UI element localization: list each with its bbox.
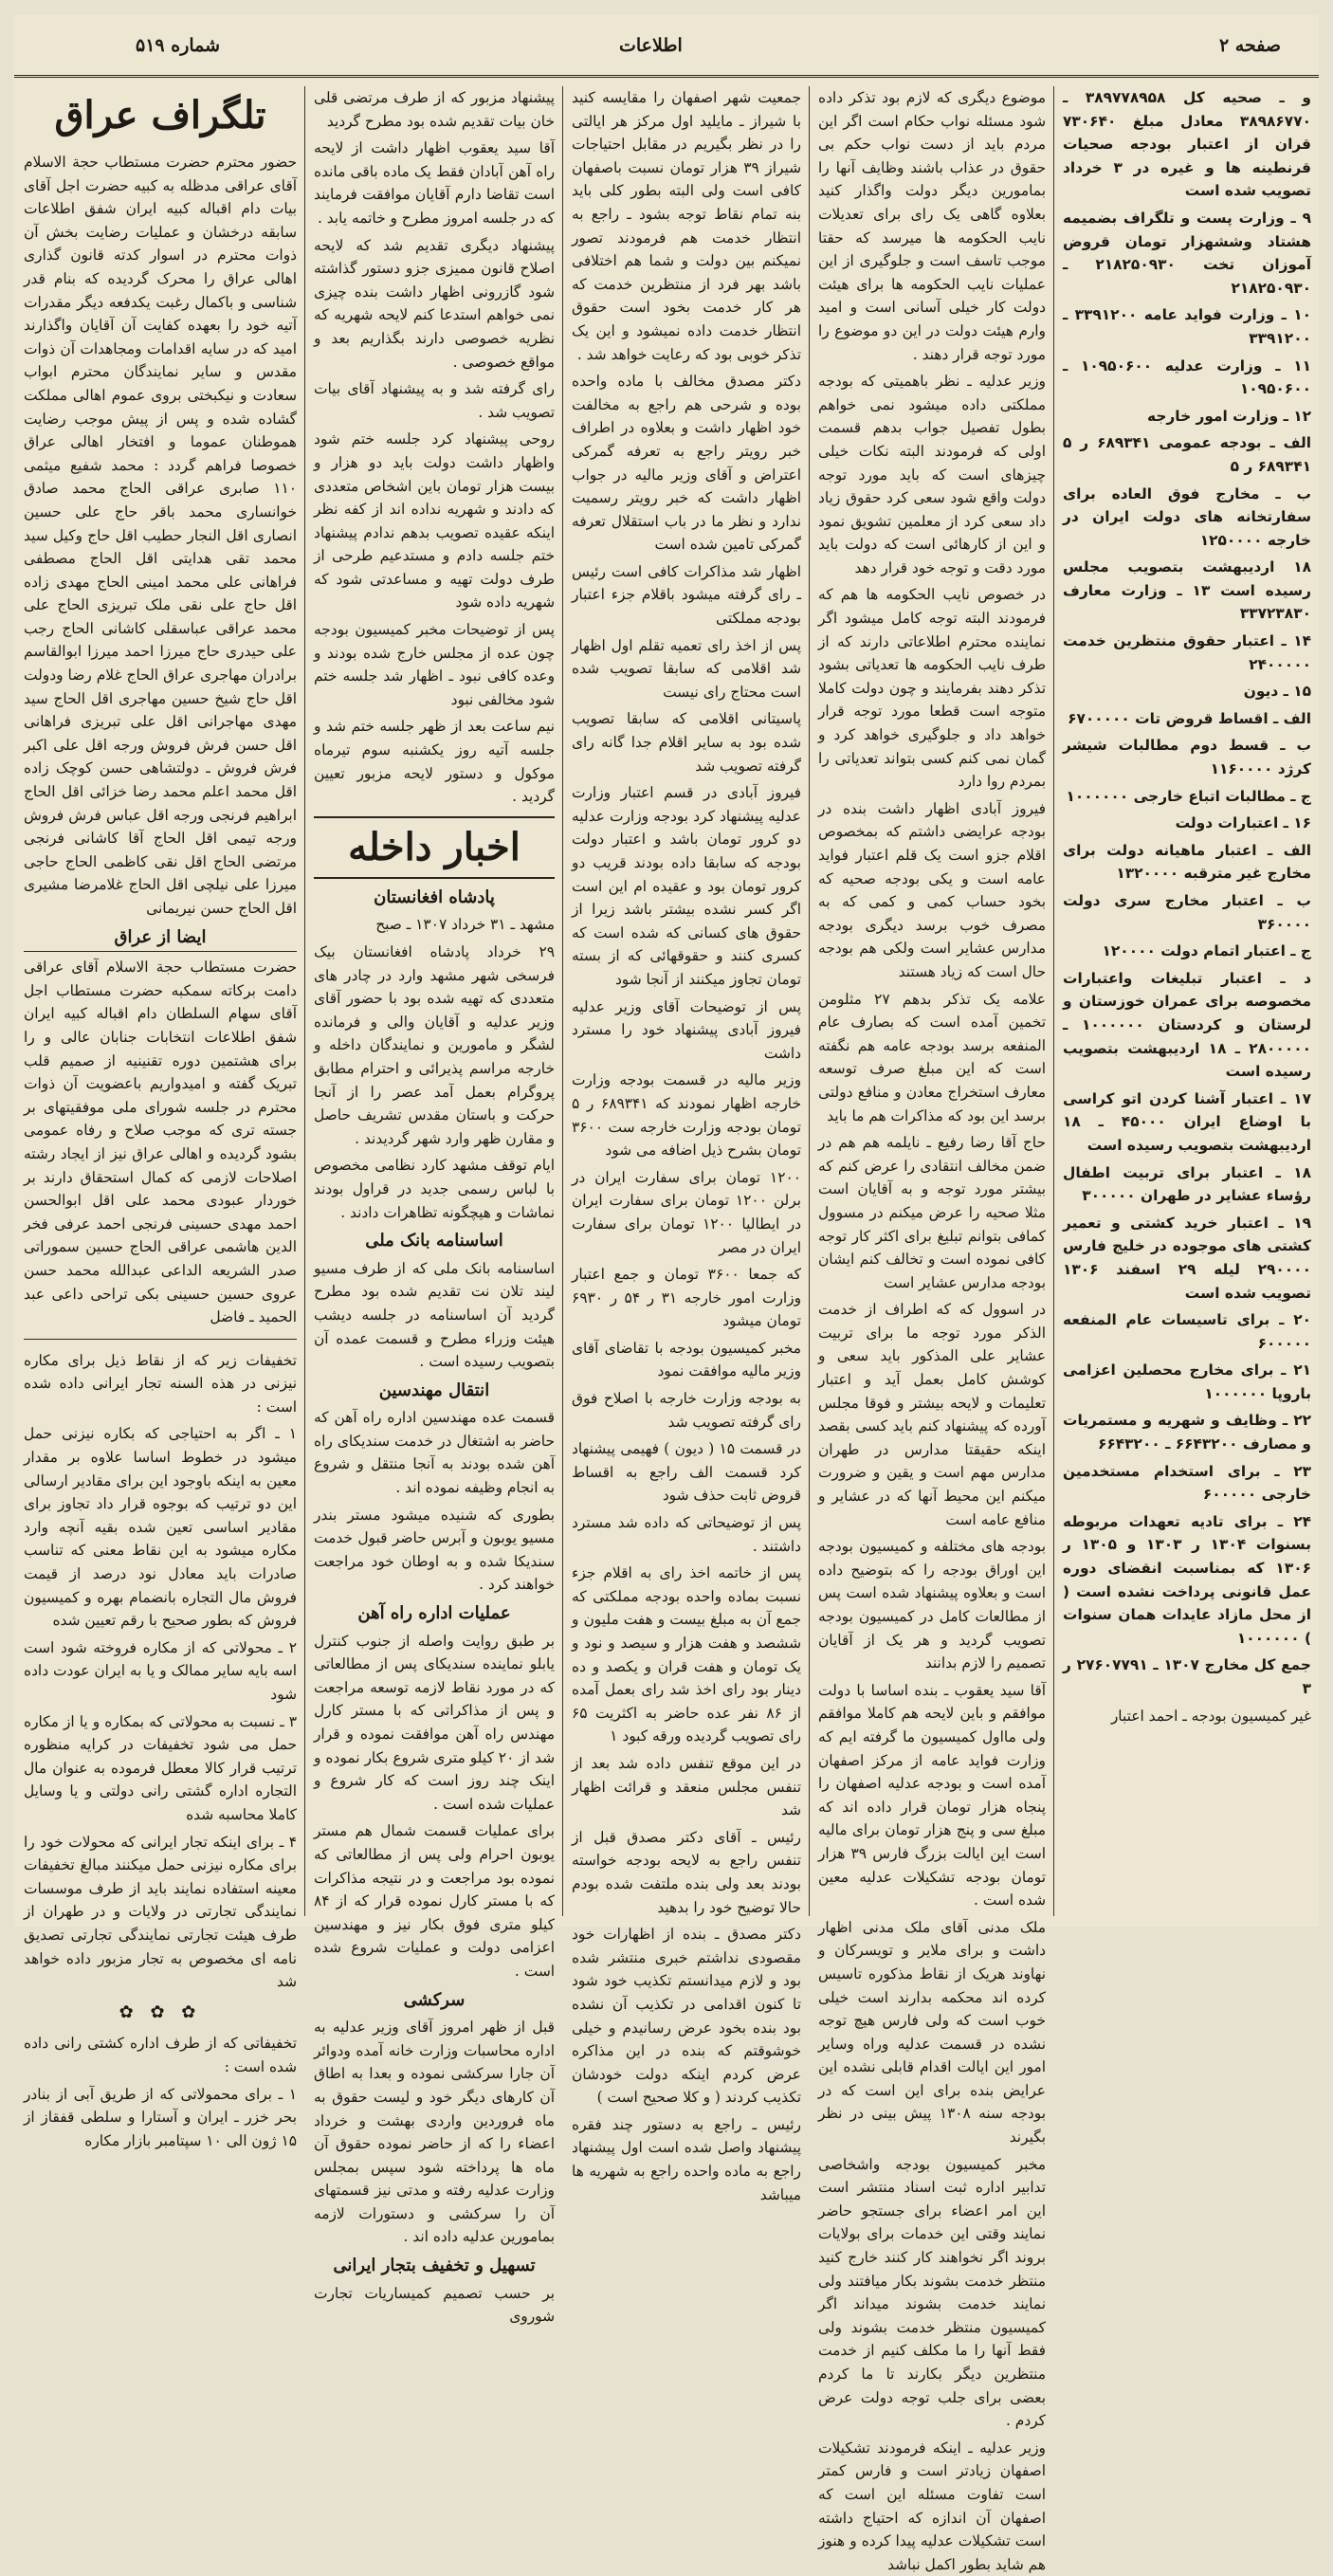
- col3-para: پس از توضیحاتی که داده شد مسترد داشتند .: [572, 1514, 801, 1555]
- national-bank-heading: اساسنامه بانک ملی: [365, 1231, 503, 1251]
- col4-inspection-para: قبل از ظهر امروز آقای وزیر عدلیه به اداره محاسبات وزارت خانه آمده ودوائر آن جارا سرکشی نموده و بعدا به اطاق آن کارهای دیگر خود و لیست حقوق به ماه فروردین واردی بهشت و خرداد اعضاء را که از حاضر نموده حقوق آن ماه ها پرداخته شود سپس بمجلس وزارت عدلیه رفته و مدتی نیز قسمتهای آن را سرکشی و دستورات لازمه بمامورین عدلیه داده اند .: [314, 2019, 555, 2246]
- flower-ornament-icon: ✿ ✿ ✿: [119, 2001, 202, 2022]
- col3-para: وزیر مالیه در قسمت بودجه وزارت خارجه اظهار نمودند که ۶۸۹۳۴۱ ر ۵ تومان بودجه وزارت خارجه ست ۳۶۰۰ تومان بشرح ذیل اضافه می شود: [572, 1071, 802, 1160]
- col4-para: روحی پیشنهاد کرد جلسه ختم شود واظهار داشت دولت باید دو هزار و بیست هزار تومان باین اشخاص متعددی که دادند و شهریه نداده اند از کفه نظر اینکه عقیده تصویب بدهم ندادم پیشنهاد ختم جلسه دادم و مستدعیم طرحی از طرف دولت تهیه و مساعدتی شود که شهریه داده شود: [314, 430, 555, 612]
- page-label: صفحه ۲: [1218, 35, 1281, 56]
- col4-para: آقا سید یعقوب اظهار داشت از لایحه راه آهن آبادان فقط یک ماده باقی مانده است تقاضا دارم آقایان موافقت فرمایند که در جلسه امروز مطرح و خاتمه یابد .: [314, 139, 555, 227]
- railway-heading: عملیات اداره راه آهن: [357, 1603, 511, 1624]
- col4-afghan-para: ایام توقف مشهد کارد نظامی مخصوص با لباس رسمی جدید در قراول بودند نماشات و هیچگونه تظاهرات دادند .: [314, 1157, 555, 1221]
- col1-para: ۲۲ ـ وظایف و شهریه و مستمریات و مصارف ۶۶۴۳۲۰۰ ـ ۶۶۴۳۲۰۰: [1063, 1412, 1311, 1453]
- col4-para: پس از توضیحات مخبر کمیسیون بودجه چون عده از مجلس خارج شده بودند و وعده کافی نبود ـ اظهار شد جلسه ختم شود مخالفی نبود: [314, 621, 555, 708]
- column-debate-1: [818, 86, 1046, 2573]
- column-rule: [1053, 86, 1054, 1916]
- col1-para: د ـ اعتبار تبلیغات واعتبارات مخصوصه برای عمران خوزستان و لرستان و کردستان ۱۰۰۰۰۰۰ ـ ۲۸۰۰۰۰۰ ـ ۱۸ اردیبهشت بتصویب رسیده است: [1063, 969, 1312, 1081]
- col4-para: پیشنهاد مزبور که از طرف مرتضی قلی خان بیات تقدیم شده بود مطرح گردید: [314, 89, 555, 130]
- col4-afghan-para: ۲۹ خرداد پادشاه افغانستان بیک فرسخی شهر مشهد وارد در چادر های متعددی که تهیه شده بود با حضور آقای وزیر عدلیه و آقایان والی و فرمانده لشگر و مامورین و نمایندگان داخله و خارجه مراسم پذیرائی و احترام مطابق پروگرام بعمل آمد عصر را از آنجا حرکت و باستان مقدس تشریف حاصل و مقارن ظهر وارد شهر گردیدند .: [314, 943, 555, 1147]
- col3-para: اظهار شد مذاکرات کافی است رئیس ـ رای گرفته میشود باقلام جزء اعتبار بودجه مملکتی: [572, 562, 801, 628]
- paper-name: اطلاعات: [619, 35, 683, 56]
- col3-para: در قسمت ۱۵ ( دیون ) فهیمی پیشنهاد کرد قسمت الف راجع به اقساط قروض ثابت حذف شود: [572, 1440, 802, 1505]
- col1-para: ۱۶ ـ اعتبارات دولت: [1175, 814, 1311, 832]
- col3-para: جمعیت شهر اصفهان را مقایسه کنید با شیراز ـ مایلید اول مرکز هر ایالتی را در نظر بگیریم در مقابل احتیاجات شیراز ۳۹ هزار تومان نسبت باصفهان کافی است ولی البته بطور کلی باید بنه تمام نقاط توجه بشود ـ راجع به انتظار خدمت هم فرمودند تصور نمیکنم بین دولت و شما هم اختلافی باشد بهر فرد از منتظرین خدمت که هر کار خدمت بخود است حقوق انتظار خدمت داده نمیشود و این یک تذکر خوبی بود که رعایت خواهد شد .: [572, 89, 801, 363]
- col5-para2: حضرت مستطاب حجة الاسلام آقای عراقی دامت برکاته سمکبه حضرت مستطاب اجل آقای سهام السلطان دام اقباله کبیه ایران شفق اطلاعات انتخابات جنابان عالی و را برای هشتمین دوره تقنینیه از صمیم قلب تبریک گفته و امیدواریم باعضویت آن ذوات محترم در جلسه شورای ملی موفقیتهای بر جسته تری که موجب صلاح و رفاه عمومی بشود گردیده و اهالی عراق نیز از ایجاد رشته اصلاحات لازمی که کمال استحقاق دارند بر خوردار عبودی محمد علی اقل ابوالحسن احمد مهدی حسینی فرنجی احمد عرفی فخر الدین هاشمی عراقی الحاج حسین سموراتی صدر الشریعه الداعی عبدالله محمد حسن عروی حسین حسینی بکی تراحی داعی عبد الحمید ـ فاضل: [24, 959, 297, 1326]
- col3-para: در این موقع تنفس داده شد بعد از تنفس مجلس منعقد و قرائت اظهار شد: [572, 1754, 801, 1819]
- col4-eng-para: بطوری که شنیده میشود مستر بندر مسیو یوبون و آبرس حاضر قبول خدمت سندیکا شده و به اوطان خود مراجعت خواهند کرد .: [314, 1506, 555, 1594]
- col3-para: پس از اخذ رای تعمیه تقلم اول اظهار شد اقلامی که سابقا تصویب شده است محتاج رای نیست: [572, 636, 801, 701]
- col1-para: ۱۱ ـ وزارت عدلیه ۱۰۹۵۰۶۰۰ ـ ۱۰۹۵۰۶۰۰: [1063, 356, 1311, 398]
- col4-merchants-para: بر حسب تصمیم کمیساریات تجارت شوروی: [314, 2284, 555, 2326]
- col2-para: در خصوص نایب الحکومه ها هم که فرمودند البته توجه کامل میشود اگر نماینده محترم اطلاعاتی دارند که از طرف نایب الحکومه ها تعدیاتی بشود تذکر دهند بفرمایند و چون دولت کاملا متوجه است قطعا مورد توجه قرار خواهد داد و جلوگیری خواهد کرد و گمان نمی کنم کسی بتواند تعدیاتی را بمردم روا دارد: [818, 586, 1046, 791]
- col1-para: ۹ ـ وزارت پست و تلگراف بضمیمه هشتاد وششهزار تومان قروض آموزان تخت ۲۱۸۲۵۰۹۳۰ ـ ۲۱۸۲۵۰۹۳۰: [1063, 209, 1311, 297]
- col3-para: فیروز آبادی در قسم اعتبار وزارت عدلیه پیشنهاد کرد بودجه وزارت عدلیه دو کرور تومان باشد و اعتبار دولت بودجه که سابقا داده بودند قریب دو کرور تومان بود و عقیده ام این است اگر کسر نشده بیشتر باشد زیرا از حقوق های کسانی که شده است که کسری کنند و حقوقهائی که از بسته تومان تجاوز میکنند از آنجا شود: [572, 784, 801, 988]
- col1-para: ۱۷ ـ اعتبار آشنا کردن اتو کراسی با اوضاع ایران ۴۵۰۰۰ ـ ۱۸ اردیبهشت بتصویب رسیده است: [1063, 1089, 1311, 1154]
- issue-number: شماره ۵۱۹: [136, 35, 221, 56]
- newspaper-page: [14, 14, 1319, 2573]
- col1-para: ۲۱ ـ برای مخارج محصلین اعزامی باروپا ۱۰۰۰۰۰۰: [1063, 1361, 1311, 1402]
- col1-para: ج ـ مطالبات اتباع خارجی ۱۰۰۰۰۰۰: [1066, 787, 1311, 805]
- merchants-heading: تسهیل و تخفیف بتجار ایرانی: [333, 2256, 536, 2276]
- col5-para3: ۱ ـ اگر به احتیاجی که بکاره نیزنی حمل میشود در خطوط اساسا علاوه بر مقدار معین به اینکه باوجود این برای مقادیر ارسالی این دو ترتیب که بوجوه قرار داد تجاوز برای مقادیر اساسی تعین شده بقیه آنچه وارد مکاره میشود به این نقاط معنی که تناسب صادرات باید معادل نود درصد از قیمت فروش مال التجاره بانضمام بهره و کمیسیون فروش که بطور صحیح با رقم تعیین شده: [24, 1425, 297, 1630]
- col2-para: موضوع دیگری که لازم بود تذکر داده شود مسئله نواب حکام است اگر این مردم باید از دست نواب حکم بی حقوق در عذاب باشند وظایف آنها را بمامورین دیگر دولت واگذار کنید بعلاوه گاهی یک رای برای تعدیلات نایب الحکومه ها میرسد که حقتا موجب تاسف است و جلوگیری از این عملیات نایب الحکومه ها برای هیئت دولت کار خیلی آسانی است و امید وارم هیئت دولت در این دو موضوع را مورد توجه قرار دهند .: [818, 89, 1046, 363]
- col1-para: ۱۸ اردیبهشت بتصویب مجلس رسیده است ۱۳ ـ وزارت معارف ۳۳۷۲۳۸۳۰: [1063, 558, 1311, 623]
- col1-para: ۱۰ ـ وزارت فواید عامه ۳۳۹۱۲۰۰ ـ ۳۳۹۱۲۰۰: [1063, 306, 1311, 347]
- col3-para: پس از توضیحات آقای وزیر عدلیه فیروز آبادی پیشنهاد خود را مسترد داشت: [572, 997, 801, 1062]
- col2-para: وزیر عدلیه ـ نظر باهمیتی که بودجه مملکتی داده میشود نمی خواهم بطول تفصیل جواب بدهم قسمت اولی که فرمودند البته نکات خیلی چیزهای است که باید مورد توجه دولت واقع شود سعی کرد حقوق زیاد داد سعی کرد از معلمین تشویق نمود و این از کارهائی است که دولت باید مورد دقت و توجه خود قرار دهد: [818, 373, 1046, 576]
- col4-bank-para: اساسنامه بانک ملی که از طرف مسیو لیند تلان نت تقدیم شده بود مطرح گردید آن اساسنامه در جلسه دیشب هیئت وزراء مطرح و قسمت عمده آن بتصویب رسیده است .: [314, 1259, 555, 1371]
- col2-para: ملک مدنی آقای ملک مدنی اظهار داشت و برای ملایر و تویسرکان و نهاوند هریک از نقاط مذکوره تاسیس کرده اند محکمه بدارند است خیلی خوب است که ولی فارس هیچ توجه نشده در قسمت عدلیه وراه وسایر امور این ایالت اقدام قابلی نشده این عرایض بنده برای این است که در بودجه سنه ۱۳۰۸ پیش بینی در نظر بگیرند: [818, 1918, 1046, 2147]
- col3-para: دکتر مصدق ـ بنده از اظهارات خود مقصودی نداشتم خبری منتشر شده بود و لازم میدانستم تکذیب خود شود تا کنون اقدامی در تکذیب آن نشده بود بنده بخود عرض رسانیدم و خیلی خوشوقتم که بنده در این مذاکره عرض کردم اینکه دولت خودشان تکذیب کردند ( و کلا صحیح است ): [572, 1926, 801, 2107]
- col1-para: ۱۹ ـ اعتبار خرید کشتی و تعمیر کشتی های موجوده در خلیج فارس ۲۹۰۰۰۰ لیله ۲۹ اسفند ۱۳۰۶ تصویب شده است: [1063, 1214, 1311, 1302]
- col1-para: ۲۰ ـ برای تاسیسات عام المنفعه ۶۰۰۰۰۰: [1063, 1311, 1311, 1352]
- column-budget-items: [1063, 86, 1311, 1916]
- col3-para: ۱۲۰۰ تومان برای سفارت ایران در برلن ۱۲۰۰ تومان برای سفارت ایران در ایطالیا ۱۲۰۰ تومان برای سفارت ایران در مصر: [572, 1168, 801, 1256]
- col3-para: رئیس ـ راجع به دستور چند فقره پیشنهاد واصل شده است اول پیشنهاد راجع به ماده واحده راجع به شهریه ها میباشد: [572, 2115, 801, 2203]
- col2-para: حاج آقا رضا رفیع ـ نایلمه هم هم در ضمن مخالف انتقادی را عرض کنم که بیشتر مورد توجه و به آقایان است مثلا صحیه را عرض میکنم در مسوول کمافی بتوانم تبلیغ برای اکثر کار توجه کافی نموده است و تخالف کنم ایشان بودجه مدارس عشایر است: [818, 1134, 1046, 1291]
- col3-para: رئیس ـ آقای دکتر مصدق قبل از تنفس راجع به لایحه بودجه خواسته بودند بعد ولی بنده ملتفت شده بودم حالا توضیح خود را بدهید: [572, 1828, 801, 1916]
- col3-para: پس از خاتمه اخذ رای به اقلام جزء نسبت بماده واحده بودجه مملکتی که جمع آن به مبلغ بیست و هفت ملیون و ششصد و هفت هزار و سیصد و نود و یک تومان و هفت قران و یکصد و ده دینار بود رای اخذ شد رای بعمل آمده از ۸۶ نفر عده حاضر به اکثریت ۶۵ رای تصویب گردیده ورقه کبود ۱: [572, 1564, 801, 1745]
- col1-para: ۲۴ ـ برای تادیه تعهدات مربوطه بسنوات ۱۳۰۴ ر ۱۳۰۳ و ۱۳۰۵ ر ۱۳۰۶ که بمناسبت انقضای دوره عمل قانونی پرداخت نشده است ( از محل مازاد عایدات همان سنوات ) ۱۰۰۰۰۰۰: [1063, 1512, 1311, 1647]
- col2-para: علامه یک تذکر بدهم ۲۷ مثلومن تخمین آمده است که بصارف عام المنفعه برسد بودجه عامه هم نگفته است که این مبلغ صرف توسعه معارف استخراج معادن و منافع دولتی برسد این بود که مذاکرات هم ما باید: [818, 990, 1046, 1124]
- column-iraq-telegram: [24, 86, 297, 2149]
- col1-para: ج ـ اعتبار اتمام دولت ۱۲۰۰۰۰: [1102, 942, 1311, 960]
- col4-para: رای گرفته شد و به پیشنهاد آقای بیات تصویب شد .: [314, 380, 555, 421]
- col2-para: بودجه های مختلفه و کمیسیون بودجه این اوراق بودجه را که بتوضیح داده است و بعلاوه پیشنهاد شده است پس از مطالعات کامل در کمیسیون بودجه تصویب گردید و هر یک از آقایان تصمیم را لازم بدانند: [818, 1538, 1046, 1672]
- col4-rail-para: برای عملیات قسمت شمال هم مستر یوبون احرام ولی پس از مطالعاتی که نموده بود مراجعت و در نتیجه مذاکرات که با مستر کارل نموده قرار که از ۸۴ کیلو متری فوق بکار نیز و مهندسین اعزامی دولت و عملیات شروع شده است .: [314, 1822, 555, 1980]
- afghan-king-heading: پادشاه افغانستان: [374, 886, 495, 907]
- column-domestic-news: [314, 86, 556, 2326]
- col5-para3: ۲ ـ محولاتی که از مکاره فروخته شود است اسه بایه سایر ممالک و یا به ایران عودت داده شود: [24, 1638, 297, 1703]
- col5-para: حضور محترم حضرت مستطاب حجة الاسلام آقای عراقی مدظله به کبیه حضرت اجل آقای بیات دام اقباله کبیه ایران شفق اطلاعات سابقه درخشان و عملیات رضایت بخش آن ذوات محترم در اسوار کدته قانون گذاری اهالی عراق را محرک گردیده که بنام قدر شناسی و باکمال رغبت یکدفعه دیگر مقدرات آتیه خود را بعهده کفایت آن آقایان واگذارند امید که در سایه اقدامات ومجاهدات آن ذوات مقدس و سایر نمایندگان محترم ابواب سعادت و نیکبختی بروی عموم اهالی مملکت گشاده شده و پس از پیش موجب رضایت هموطنان عموما و افتخار اهالی عراق خصوصا فراهم گردد : محمد شفیع میثمی ۱۱۰ صابری عراقی الحاج محمد صادق خوانساری محمد باقر حاج علی حسین انصاری اقل النجار حطیب اقل حاج وکیل سید محمد تقی هدایتی اقل الحاج مصطفی فراهانی علی محمد امینی الحاج مهدی زاده اقل حاج علی نقی ملک تبریزی الحاج علی محمد عراقی عباسقلی کاشانی الحاج رجب علی حیدری حاج میرزا احمد میرزا ابوالقاسم برادران مهاجری عراق الحاج غلام رضا ودولت اقل حاج شیخ حسین مهاجری اقل الحاج سید مهدی مهاجرانی اقل علی تبریزی فراهانی اقل حسن فرش فروش ورجه اقل علی اکبر فرش فروش ـ دولتشاهی حسن کوچک زاده اقل محمد اعلم محمد رضا خزائی اقل الحاج ابراهیم فرنجی ورجه اقل عباس فرش فروش ورجه تیمی اقل الحاج آقا کاشانی فرنجی مرتضی الحاج اقل نقی کاظمی الحاج حاجی میرزا علی نیلچی اقل الحاج غلامرضا مشیری اقل الحاج حسن نیریمانی: [24, 154, 297, 917]
- col3-para: که جمعا ۳۶۰۰ تومان و جمع اعتبار وزارت امور خارجه ۳۱ ر ۵۴ ر ۶۹۳۰ تومان میشود: [572, 1266, 802, 1330]
- col3-para: به بودجه وزارت خارجه با اصلاح فوق رای گرفته تصویب شد: [572, 1390, 801, 1431]
- col5-para3: ۳ ـ نسبت به محولاتی که بمکاره و یا از مکاره حمل می شود تخفیفات در کرایه منظوره ترتیب قرار کالا معطل فرموده به عنوان مال التجاره اداره گشتی رانی دولتی و یا وسایل کاملا محاسبه شده: [24, 1712, 297, 1823]
- col4-afghan-para: مشهد ـ ۳۱ خرداد ۱۳۰۷ ـ صبح: [375, 916, 555, 934]
- col2-para: آقا سید یعقوب ـ بنده اساسا با دولت موافقم و باین لایحه هم کاملا موافقم ولی مااول کمیسیون ما گرفته ایم که وزارت فواید عامه از مرکز اصفهان آمده است و بودجه عدلیه اصفهان را پنجاه هزار تومان قرار داده اند که مبلغ سی و پنج هزار تومان برای مالیه است این ایالت بزرگ فارس ۳۹ هزار تومان بودجه تشکیلات عدلیه معین شده است .: [818, 1681, 1046, 1909]
- col2-para: مخبر کمیسیون بودجه واشخاصی تدابیر اداره ثبت اسناد منتشر است این امر اعضاء برای جستجو حاضر نمایند وقتی این خدمات برای بولایات بروند اگر نخواهند کار کنند خارج کنید منتظر خدمت بشوند بکار میافتند ولی نمایند خدمت بشوند میداند اگر کمیسیون منتظر خدمت بشوند ولی فقط آنها را ما مکلف کنیم از خدمت منتظرین دیگر بکارند تا ما کردم بعضی برای جلب توجه دولت عرض کردم .: [818, 2155, 1046, 2430]
- column-rule: [562, 86, 563, 1916]
- section-divider: [24, 1339, 297, 1340]
- col1-para: ب ـ اعتبار مخارج سری دولت ۳۶۰۰۰۰: [1063, 892, 1311, 933]
- col4-para: پیشنهاد دیگری تقدیم شد که لایحه اصلاح قانون ممیزی جزو دستور گذاشته شود گازرونی اظهار داشت بنده چیزی نمی خواهم استدعا کنم لایحه شهریه که نظریه خصوصی دارند بگذاریم بعد و مواقع خصوصی .: [314, 236, 555, 371]
- col1-para: ۱۴ ـ اعتبار حقوق منتظرین خدمت ۲۴۰۰۰۰۰: [1063, 632, 1311, 673]
- col5-para3: ۴ ـ برای اینکه تجار ایرانی که محولات خود را برای مکاره نیزنی حمل میکنند مبالغ تخفیفات معینه استفاده نمایند باید از طرف موسسات نمایندگی تجارتی در ولایات و در طهران از طرف هیئت تجارتی نمایندگی تجارتی تصدیق نامه ای مخصوص به تجار مزبور داده خواهد شد: [24, 1833, 297, 1991]
- col5-para4: ۱ ـ برای محمولاتی که از طریق آبی از بنادر بحر خزر ـ ایران و آستارا و سلطی قفقاز از ۱۵ ژون الی ۱۰ سپتامبر بازار مکاره: [24, 2085, 297, 2149]
- col1-para: الف ـ اقساط قروض تات ۶۷۰۰۰۰۰: [1068, 709, 1311, 727]
- col1-para: الف ـ بودجه عمومی ۶۸۹۳۴۱ ر ۵ ۶۸۹۳۴۱ ر ۵: [1063, 434, 1311, 475]
- domestic-news-headline: اخبار داخله: [314, 816, 555, 879]
- col4-eng-para: قسمت عده مهندسین اداره راه آهن که حاضر به اشتغال در خدمت سندیکای راه آهن شده بودند به آنجا منتقل و شروع به انجام وظیفه نموده اند .: [314, 1409, 555, 1497]
- col3-para: دکتر مصدق مخالف با ماده واحده بوده و شرحی هم راجع به مخالفت خود اظهار داشت و بعلاوه در اطراف خبر رویتر راجع به تعرفه گمرکی اعتراض و آقای وزیر مالیه در جواب اظهار داشت که خبر رویتر رسمیت ندارد و نظر ما در باب استقلال تعرفه گمرکی تامین شده است: [572, 373, 801, 554]
- col1-para: ب ـ قسط دوم مطالبات شیشر کرژد ۱۱۶۰۰۰۰: [1063, 737, 1311, 778]
- col2-para: در اسوول که که اطراف از خدمت الذکر مورد توجه ما برای تربیت عشایر علی المذکور باید سعی و کوشش کامل بعمل آید و اعتبار تعلیمات و لایحه بیشتر و فوقا مجلس آورده که پیشنهاد کنم باید کسی بقصد اینکه حقیقتا مدارس در طهران مدارس مهم است و یقین و ضرورت میکنم این محیط آنها که در عشایر و منافع عامه است: [818, 1301, 1046, 1528]
- iraq-again-heading: ایضا از عراق: [24, 926, 297, 953]
- col1-para: ۱۸ ـ اعتبار برای تربیت اطفال رؤساء عشایر در طهران ۳۰۰۰۰۰: [1063, 1163, 1311, 1205]
- col3-para: پاسیتانی اقلامی که سابقا تصویب شده بود به سایر اقلام جدا گانه رای گرفته تصویب شد: [572, 710, 801, 775]
- masthead: [14, 14, 1319, 78]
- col1-para: ۲۳ ـ برای استخدام مستخدمین خارجی ۶۰۰۰۰۰: [1063, 1462, 1311, 1504]
- col1-para: و ـ صحیه کل ۳۸۹۷۷۸۹۵۸ ـ ۳۸۹۸۶۷۷۰ معادل مبلغ ۷۳۰۶۴۰ قران از اعتبار بودجه صحیات قرنطینه ها و غیره در ۳ خرداد تصویب شده است: [1063, 89, 1312, 200]
- column-rule: [809, 86, 810, 1916]
- iraq-telegram-headline: تلگراف عراق: [54, 93, 266, 137]
- col5-para3: تخفیفات زیر که از نقاط ذیل برای مکاره نیزنی در هذه السنه تجار ایرانی داده شده است :: [24, 1351, 297, 1416]
- col1-para: ۱۵ ـ دیون: [1243, 683, 1311, 701]
- col4-para: نیم ساعت بعد از ظهر جلسه ختم شد و جلسه آتیه روز یکشنبه سوم تیرماه موکول و دستور لایحه مزبور تعیین گردید .: [314, 718, 555, 806]
- col1-para: جمع کل مخارج ۱۳۰۷ ـ ۲۷۶۰۷۷۹۱ ر ۳: [1063, 1656, 1311, 1697]
- col1-para: ۱۲ ـ وزارت امور خارجه: [1147, 407, 1311, 425]
- inspection-heading: سرکشی: [403, 1989, 466, 2010]
- col3-para: مخبر کمیسیون بودجه با تقاضای آقای وزیر مالیه موافقت نمود: [572, 1339, 801, 1380]
- column-rule: [304, 86, 305, 1916]
- col5-para4: تخفیفاتی که از طرف اداره کشتی رانی داده شده است :: [24, 2035, 297, 2075]
- col2-para: فیروز آبادی اظهار داشت بنده در بودجه عرایضی داشتم که بمخصوص اقلام جزو است یک قلم اعتبار فواید عامه است و یکی بودجه صحیه که بخود حساب کمی و کمی که به مصرف خوب برسد دیگری بودجه مدارس عشایر است ولکی هم بودجه حال است که زیاد هستند: [818, 799, 1046, 980]
- col2-para: وزیر عدلیه ـ اینکه فرمودند تشکیلات اصفهان زیادتر است و فارس کمتر است تفاوت مسئله این است که اصفهان آن اندازه که احتیاج داشته است تشکیلات عدلیه پیدا کرده و هنوز هم شاید بطور اکمل نباشد: [818, 2439, 1046, 2573]
- col1-para: غیر کمیسیون بودجه ـ احمد اعتبار: [1110, 1707, 1311, 1725]
- col1-para: ب ـ مخارج فوق العاده برای سفارتخانه های دولت ایران در خارجه ۱۲۵۰۰۰۰: [1063, 484, 1311, 549]
- engineers-heading: انتقال مهندسین: [378, 1379, 490, 1400]
- col4-rail-para: بر طبق روایت واصله از جنوب کنترل یابلو نماینده سندیکای پس از مطالعاتی که در مورد نقاط لازمه توسعه مراجعت و پس از مذاکراتی که با مستر کارل مهندس راه آهن موافقت نموده و قرار شد از ۲۰ کیلو متری شروع بکار نموده و اینک چند روز است که کار شروع و عملیات شده است .: [314, 1632, 556, 1813]
- column-debate-2: [572, 86, 802, 2203]
- col1-para: الف ـ اعتبار ماهیانه دولت برای مخارج غیر مترقبه ۱۳۲۰۰۰۰: [1063, 841, 1311, 883]
